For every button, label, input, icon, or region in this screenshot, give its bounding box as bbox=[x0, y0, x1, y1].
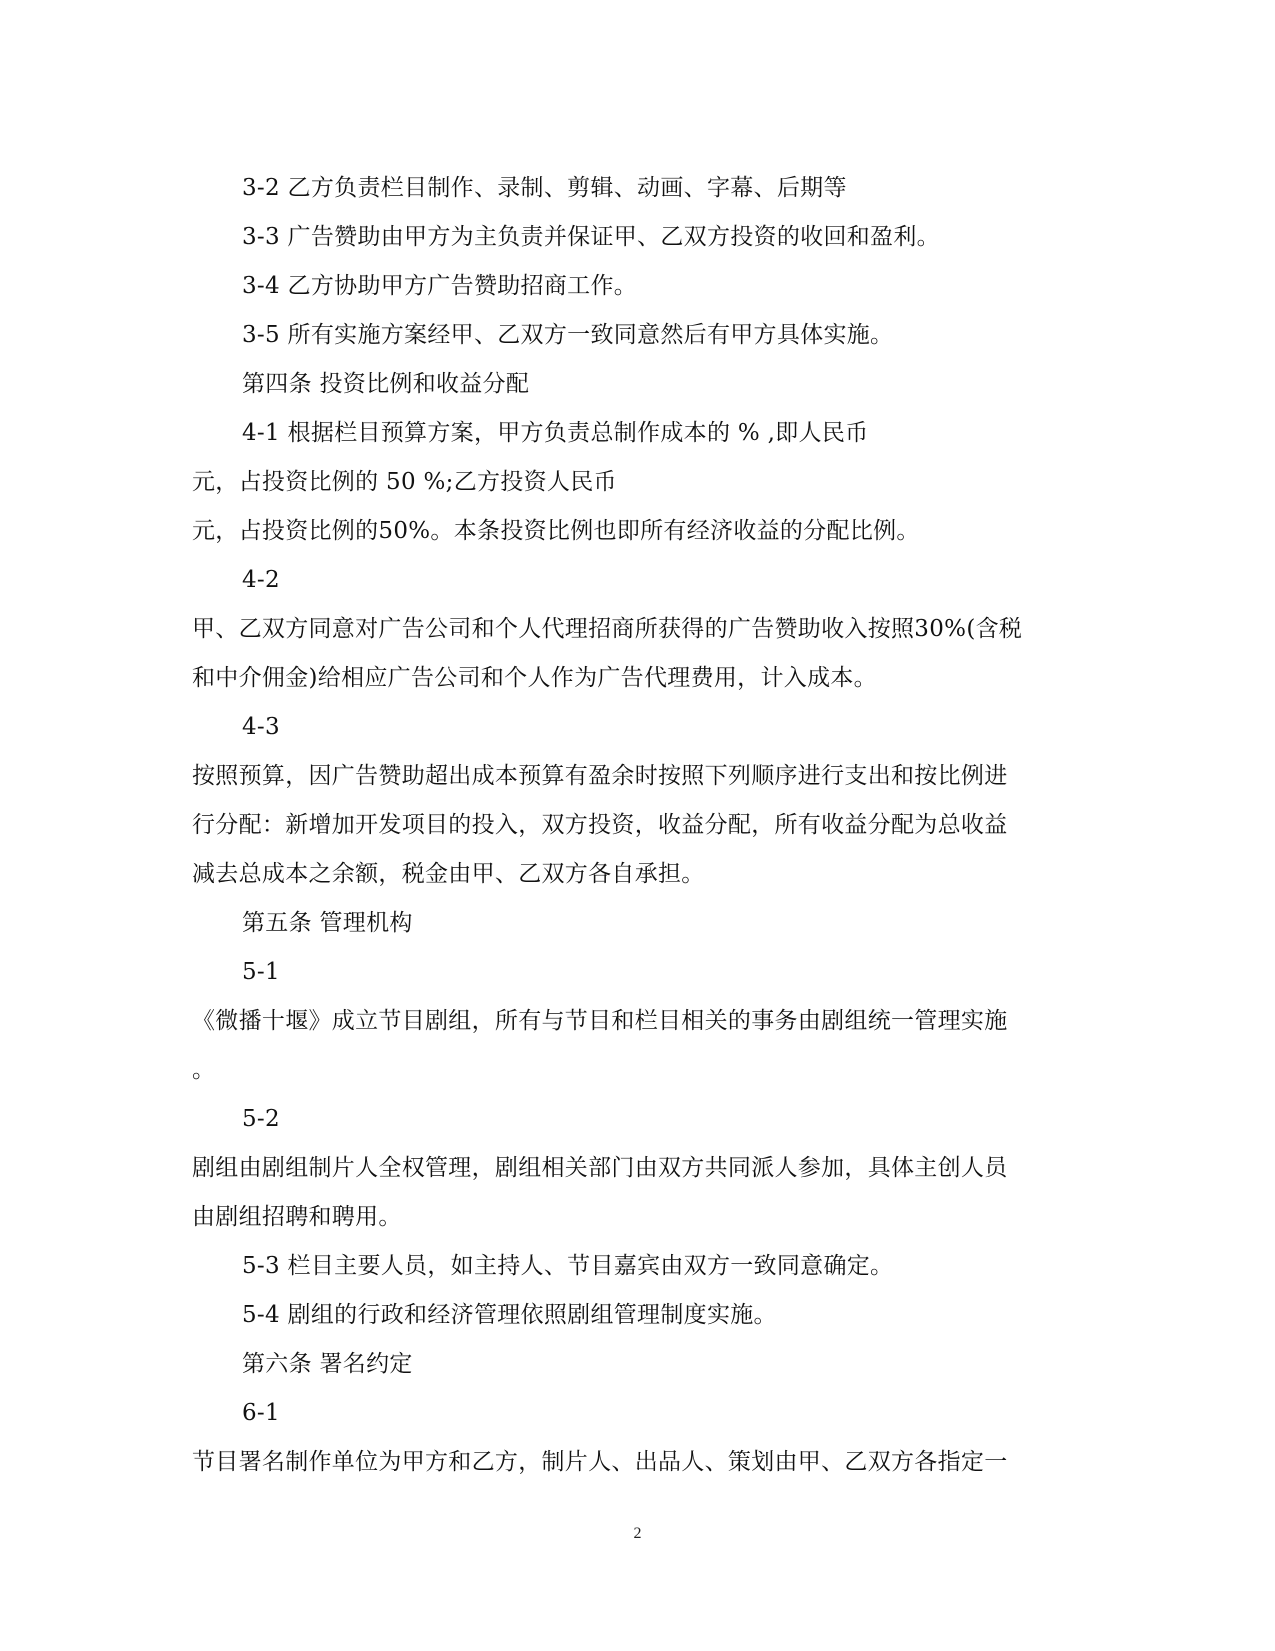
text-line: 3-4 乙方协助甲方广告赞助招商工作。 bbox=[242, 273, 638, 299]
text-line: 第六条 署名约定 bbox=[242, 1351, 413, 1377]
text-line: 3-5 所有实施方案经甲、乙双方一致同意然后有甲方具体实施。 bbox=[242, 322, 894, 348]
text-line: 5-2 bbox=[242, 1106, 280, 1132]
text-line: 按照预算，因广告赞助超出成本预算有盈余时按照下列顺序进行支出和按比例进 bbox=[192, 763, 1008, 789]
text-line: 4-2 bbox=[242, 567, 280, 593]
text-line: 5-4 剧组的行政和经济管理依照剧组管理制度实施。 bbox=[242, 1302, 777, 1328]
text-line: 3-3 广告赞助由甲方为主负责并保证甲、乙双方投资的收回和盈利。 bbox=[242, 224, 940, 250]
text-line: 减去总成本之余额，税金由甲、乙双方各自承担。 bbox=[192, 861, 705, 887]
text-line: 元，占投资比例的50%。本条投资比例也即所有经济收益的分配比例。 bbox=[192, 518, 920, 544]
text-line: 剧组由剧组制片人全权管理，剧组相关部门由双方共同派人参加，具体主创人员 bbox=[192, 1155, 1008, 1181]
text-line: 《微播十堰》成立节目剧组，所有与节目和栏目相关的事务由剧组统一管理实施 bbox=[192, 1008, 1008, 1034]
text-line: 节目署名制作单位为甲方和乙方，制片人、出品人、策划由甲、乙双方各指定一 bbox=[192, 1449, 1008, 1475]
text-line: 第五条 管理机构 bbox=[242, 910, 413, 936]
document-body bbox=[192, 164, 1072, 1487]
text-line: 。 bbox=[192, 1057, 216, 1083]
text-line: 4-1 根据栏目预算方案，甲方负责总制作成本的 % ,即人民币 bbox=[242, 420, 869, 446]
text-line: 甲、乙双方同意对广告公司和个人代理招商所获得的广告赞助收入按照30%(含税 bbox=[192, 616, 1023, 642]
text-line: 和中介佣金)给相应广告公司和个人作为广告代理费用，计入成本。 bbox=[192, 665, 877, 691]
text-line: 3-2 乙方负责栏目制作、录制、剪辑、动画、字幕、后期等 bbox=[242, 175, 847, 201]
text-line: 行分配：新增加开发项目的投入，双方投资，收益分配，所有收益分配为总收益 bbox=[192, 812, 1008, 838]
text-line: 4-3 bbox=[242, 714, 280, 740]
text-line: 6-1 bbox=[242, 1400, 280, 1426]
text-line: 由剧组招聘和聘用。 bbox=[192, 1204, 402, 1230]
text-line: 第四条 投资比例和收益分配 bbox=[242, 371, 530, 397]
text-line: 5-1 bbox=[242, 959, 280, 985]
text-line: 5-3 栏目主要人员，如主持人、节目嘉宾由双方一致同意确定。 bbox=[242, 1253, 894, 1279]
page-number: 2 bbox=[633, 1525, 642, 1542]
text-line: 元，占投资比例的 50 %;乙方投资人民币 bbox=[192, 469, 617, 495]
